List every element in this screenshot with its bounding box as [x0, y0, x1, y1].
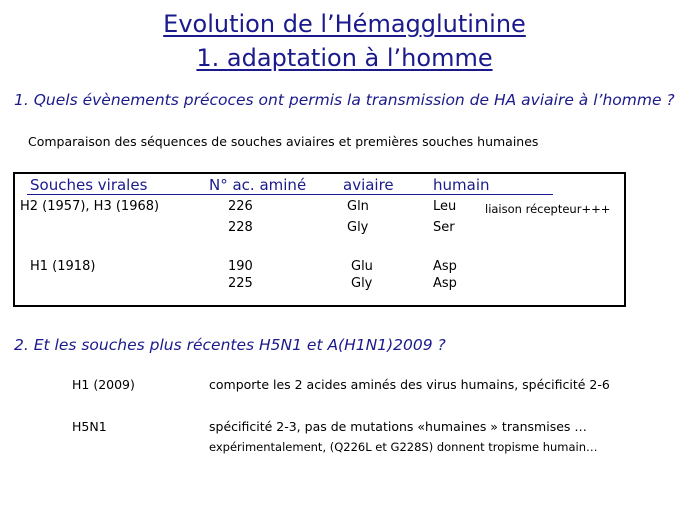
table-row-1-avian: Gln: [347, 199, 369, 214]
table-row-3-human: Asp: [433, 259, 457, 274]
header-strains: Souches virales: [30, 176, 148, 194]
question-1: 1. Quels évènements précoces ont permis la transmission de HA aviaire à l’homme ?: [14, 91, 675, 109]
table-row-1-note: liaison récepteur+++: [485, 202, 611, 216]
table-row-1-position: 226: [228, 199, 253, 214]
recent-strain-2-name: H5N1: [72, 419, 107, 434]
table-row-4-avian: Gly: [351, 276, 373, 291]
recent-strain-2-desc-line1: spécificité 2-3, pas de mutations «humaines » transmises …: [209, 419, 587, 434]
header-avian: aviaire: [343, 176, 394, 194]
slide-title-line2: 1. adaptation à l’homme: [196, 44, 493, 72]
table-row-1-human: Leu: [433, 199, 457, 214]
table-row-4-human: Asp: [433, 276, 457, 291]
slide-title-line1: Evolution de l’Hémagglutinine: [163, 10, 526, 38]
table-row-3-avian: Glu: [351, 259, 373, 274]
table-row-2-human: Ser: [433, 220, 455, 235]
table-row-4-position: 225: [228, 276, 253, 291]
header-underline: [27, 194, 553, 195]
table-row-2-position: 228: [228, 220, 253, 235]
question-2: 2. Et les souches plus récentes H5N1 et A(H1N1)2009 ?: [14, 336, 446, 354]
recent-strain-1-name: H1 (2009): [72, 377, 135, 392]
recent-strain-1-desc: comporte les 2 acides aminés des virus humains, spécificité 2-6: [209, 377, 610, 392]
table-row-2-avian: Gly: [347, 220, 369, 235]
header-human: humain: [433, 176, 490, 194]
table-row-3-strain: H1 (1918): [30, 259, 96, 274]
header-amino-acid-number: N° ac. aminé: [209, 176, 307, 194]
table-row-1-strain: H2 (1957), H3 (1968): [20, 199, 160, 214]
comparison-text: Comparaison des séquences de souches aviaires et premières souches humaines: [28, 134, 539, 149]
recent-strain-2-desc-line2: expérimentalement, (Q226L et G228S) donnent tropisme humain…: [209, 440, 598, 454]
table-row-3-position: 190: [228, 259, 253, 274]
